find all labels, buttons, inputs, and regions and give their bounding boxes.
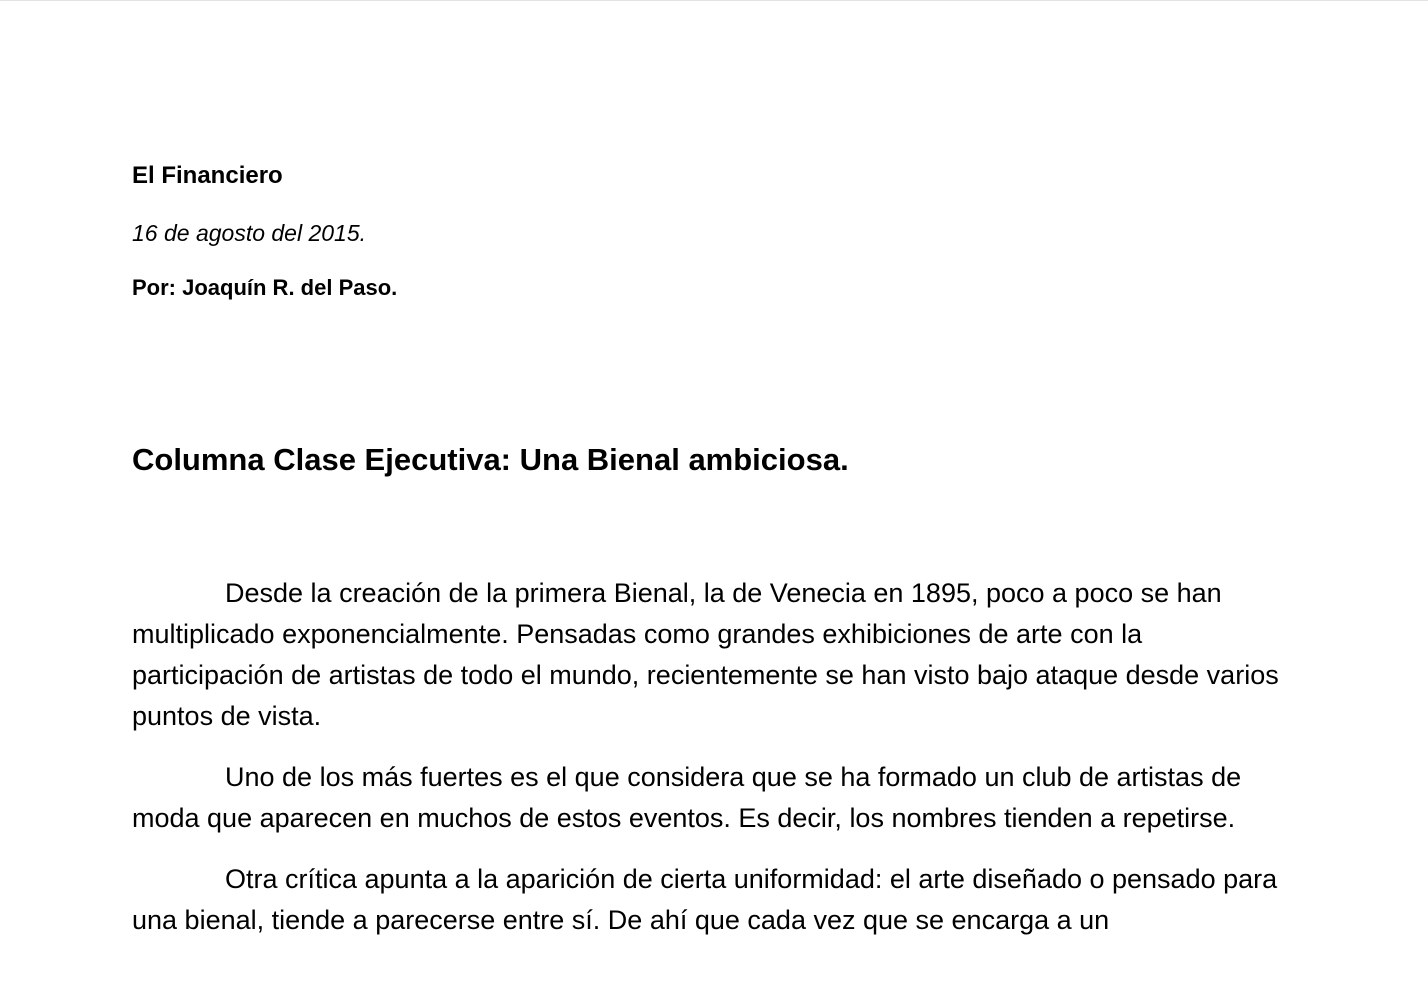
publication-name: El Financiero xyxy=(132,162,283,189)
publication-date: 16 de agosto del 2015. xyxy=(132,220,367,246)
paragraph: Otra crítica apunta a la aparición de cierta uniformidad: el arte diseñado o pensado para una bienal, tiende a parecerse entre sí. De ahí que cada vez que se encarga a un xyxy=(132,864,1278,935)
article-title: Columna Clase Ejecutiva: Una Bienal ambiciosa. xyxy=(132,442,849,477)
author-byline: Por: Joaquín R. del Paso. xyxy=(132,275,398,300)
paragraph: Uno de los más fuertes es el que considera que se ha formado un club de artistas de moda que aparecen en muchos de estos eventos. Es decir, los nombres tienden a repetirse. xyxy=(132,762,1242,833)
article-body xyxy=(132,573,1292,961)
paragraph: Desde la creación de la primera Bienal, la de Venecia en 1895, poco a poco se han multiplicado exponencialmente. Pensadas como grandes exhibiciones de arte con la participación de artistas de todo el mundo, recientemente se han visto bajo ataque desde varios puntos de vista. xyxy=(132,578,1279,731)
